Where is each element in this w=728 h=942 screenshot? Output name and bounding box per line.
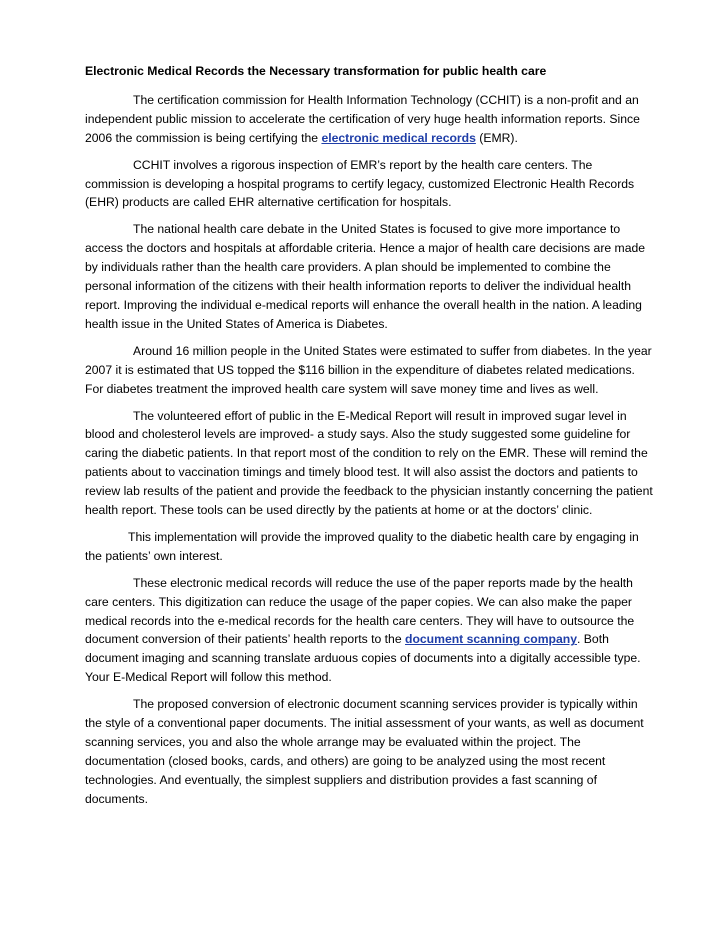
paragraph-8: The proposed conversion of electronic document scanning services provider is typically within the style of a conventional paper documents. The initial assessment of your wants, as well as document scanning services, you and also the whole arrange may be evaluated within the project. The documentation (closed books, cards, and others) are going to be analyzed using the most recent technologies. And eventually, the simplest suppliers and distribution provides a fast scanning of documents. <box>85 697 644 806</box>
paragraph-7-text-after: . Both document imaging and scanning translate arduous copies of documents into a digitally accessible type. Your E-Medical Report will follow this method. <box>85 632 641 685</box>
paragraph-7-text-before: These electronic medical records will reduce the use of the paper reports made by the health care centers. This digitization can reduce the usage of the paper copies. We can also make the paper medical records into the e-medical records for the health care centers. They will have to outsource the document conversion of their patients’ health reports to the <box>85 575 635 647</box>
document-scanning-company-link[interactable]: document scanning company <box>405 632 578 647</box>
paragraph-5: The volunteered effort of public in the E-Medical Report will result in improved sugar level in blood and cholesterol levels are improved- a study says. Also the study suggested some guideline for caring the diabetic patients. In that report most of the condition to rely on the EMR. These will remind the patients about to vaccination timings and timely blood test. It will also assist the doctors and patients to review lab results of the patient and provide the feedback to the physician instantly concerning the patient health report. These tools can be used directly by the patients at home or at the doctors’ clinic. <box>85 408 653 518</box>
paragraph-3: The national health care debate in the United States is focused to give more importance to access the doctors and hospitals at affordable criteria. Hence a major of health care decisions are made by individuals rather than the health care providers. A plan should be implemented to combine the personal information of the citizens with their health information reports to deliver the individual health report. Improving the individual e-medical reports will enhance the overall health in the nation. A leading health issue in the United States of America is Diabetes. <box>85 222 646 331</box>
paragraph-7 <box>85 574 653 687</box>
electronic-medical-records-link[interactable]: electronic medical records <box>321 130 476 145</box>
document-title: Electronic Medical Records the Necessary transformation for public health care <box>85 64 547 78</box>
paragraph-2: CCHIT involves a rigorous inspection of EMR’s report by the health care centers. The commission is developing a hospital programs to certify legacy, customized Electronic Health Records (EHR) products are called EHR alternative certification for hospitals. <box>85 157 635 210</box>
paragraph-4: Around 16 million people in the United States were estimated to suffer from diabetes. In the year 2007 it is estimated that US topped the $116 billion in the expenditure of diabetes related medications. For diabetes treatment the improved health care system will save money time and lives as well. <box>85 343 652 396</box>
paragraph-1 <box>85 91 653 148</box>
document-page <box>85 62 653 817</box>
paragraph-6: This implementation will provide the improved quality to the diabetic health care by engaging in the patients’ own interest. <box>85 529 639 563</box>
paragraph-1-text-after: (EMR). <box>475 130 518 145</box>
paragraph-1-text-before: The certification commission for Health Information Technology (CCHIT) is a non-profit and an independent public mission to accelerate the certification of very huge health information reports. Since 2006 the commission is being certifying the <box>85 92 640 145</box>
